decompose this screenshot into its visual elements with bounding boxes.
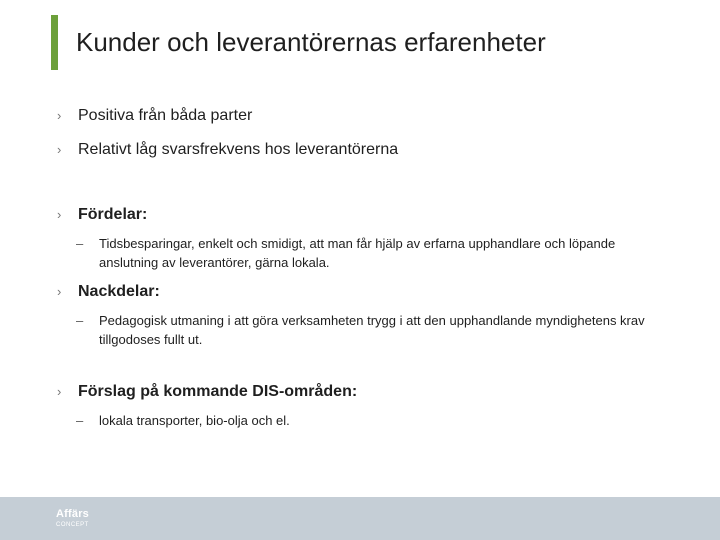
bullet-text: Positiva från båda parter: [78, 107, 253, 124]
chevron-right-icon: ›: [57, 142, 62, 157]
bullet-heading: Förslag på kommande DIS-områden:: [78, 383, 358, 400]
logo-name: Affärs: [56, 508, 89, 520]
chevron-right-icon: ›: [57, 384, 62, 399]
dash-icon: –: [76, 313, 84, 328]
company-logo: [56, 509, 89, 531]
bullet-heading: Fördelar:: [78, 206, 148, 223]
sub-bullet-text: lokala transporter, bio-olja och el.: [99, 413, 290, 428]
sub-bullet-nackdelar: [76, 311, 646, 349]
chevron-right-icon: ›: [57, 108, 62, 123]
logo-sub: CONCEPT: [56, 522, 89, 528]
bullet-heading: Nackdelar:: [78, 283, 160, 300]
sub-bullet-text: Pedagogisk utmaning i att göra verksamheten trygg i att den upphandlande myndighetens krav tillgodoses fullt ut.: [99, 313, 645, 347]
sub-bullet-fordelar: [76, 234, 646, 272]
dash-icon: –: [76, 413, 84, 428]
chevron-right-icon: ›: [57, 207, 62, 222]
chevron-right-icon: ›: [57, 284, 62, 299]
sub-bullet-text: Tidsbesparingar, enkelt och smidigt, att man får hjälp av erfarna upphandlare och löpande anslutning av leverantörer, gärna lokala.: [99, 236, 616, 270]
sub-bullet-forslag: [76, 411, 646, 430]
slide-title: Kunder och leverantörernas erfarenheter: [76, 27, 546, 57]
dash-icon: –: [76, 236, 84, 251]
footer-bar: [0, 497, 720, 540]
bullet-text: Relativt låg svarsfrekvens hos leverantörerna: [78, 141, 399, 158]
title-accent-bar: [51, 15, 58, 70]
